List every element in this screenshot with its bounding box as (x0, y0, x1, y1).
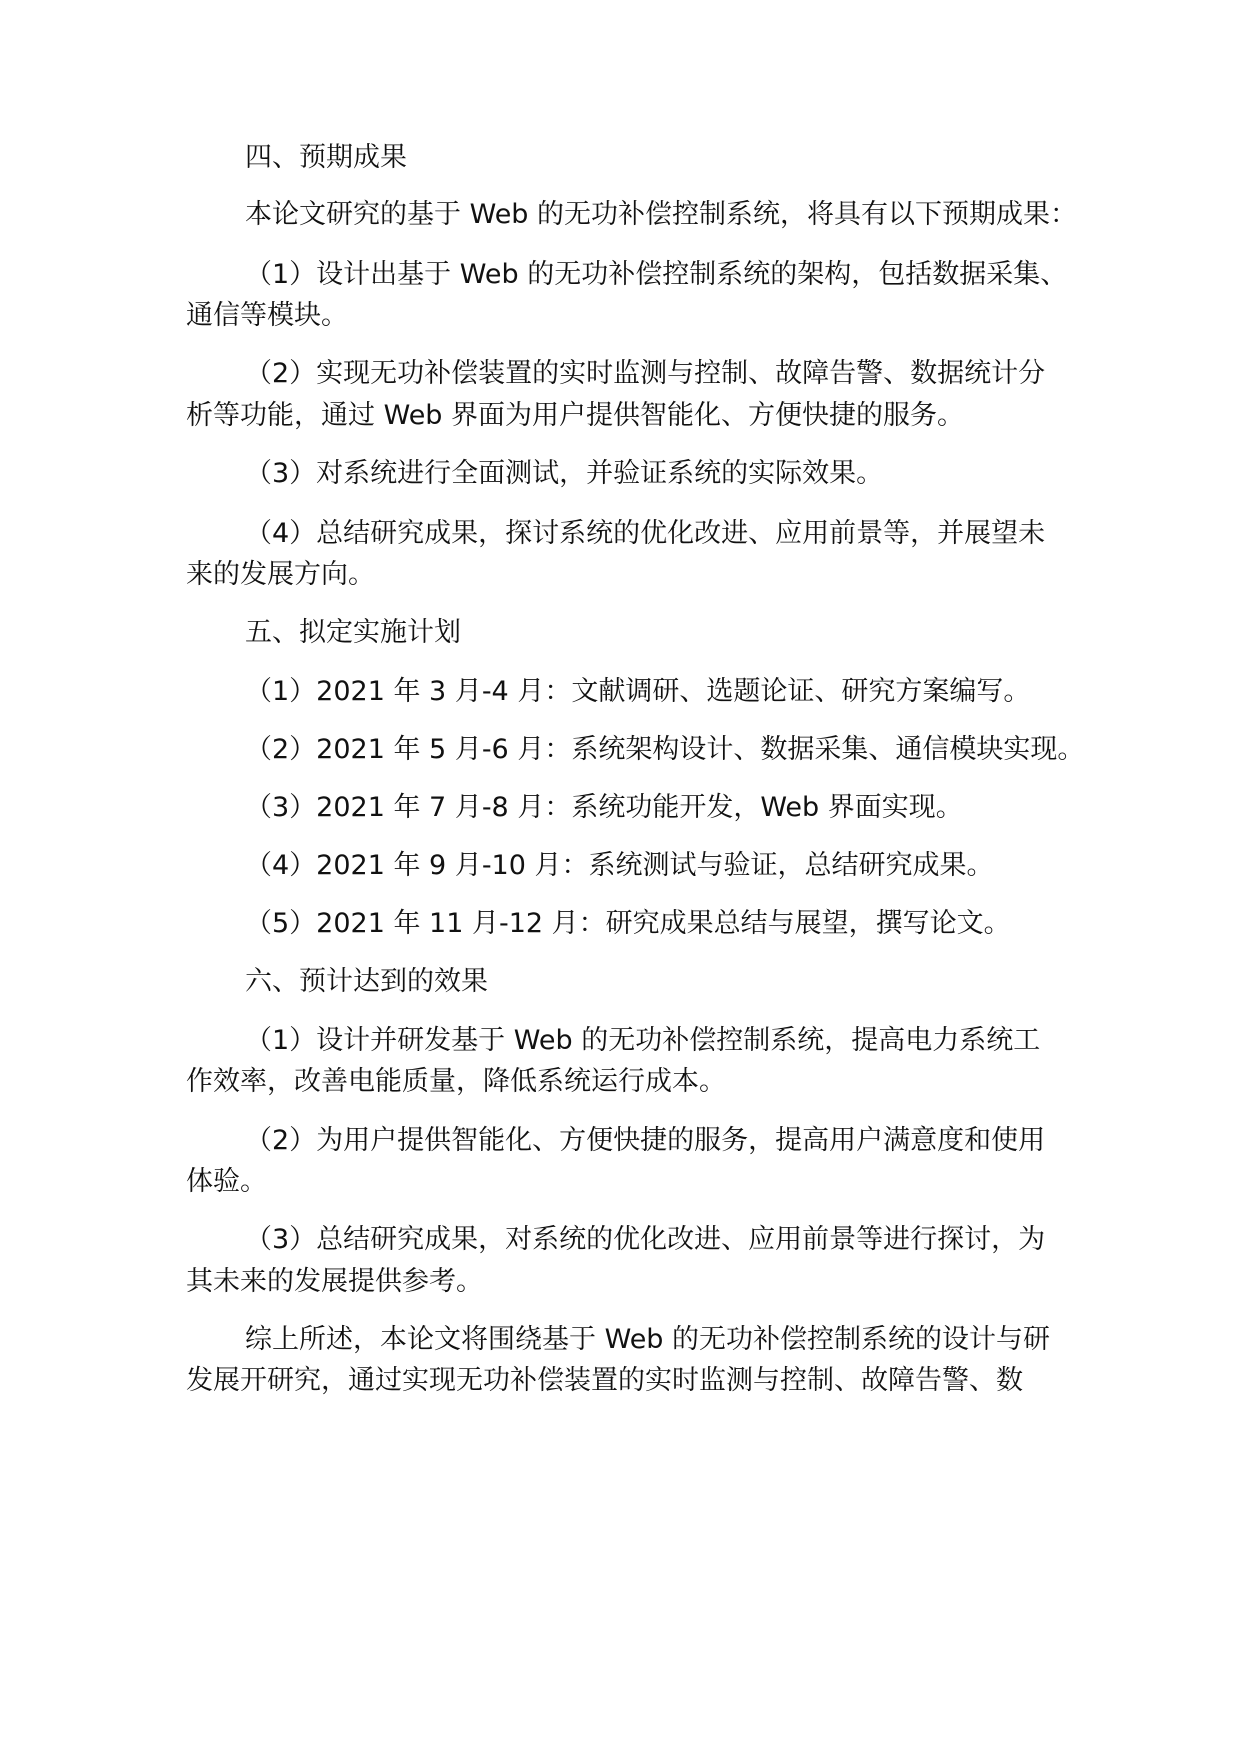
list-item-line: 体验。 (186, 1166, 267, 1197)
list-item-line: 来的发展方向。 (186, 559, 375, 590)
list-item-line: （1）设计并研发基于 Web 的无功补偿控制系统，提高电力系统工 (245, 1025, 1041, 1056)
section-heading-expected-results: 四、预期成果 (245, 142, 407, 173)
plan-item: （5）2021 年 11 月-12 月：研究成果总结与展望，撰写论文。 (245, 908, 1011, 939)
list-item-line: 作效率，改善电能质量，降低系统运行成本。 (186, 1066, 726, 1097)
summary-line: 综上所述，本论文将围绕基于 Web 的无功补偿控制系统的设计与研 (245, 1324, 1051, 1355)
list-item-line: （3）对系统进行全面测试，并验证系统的实际效果。 (245, 458, 884, 489)
list-item-line: （4）总结研究成果，探讨系统的优化改进、应用前景等，并展望未 (245, 518, 1046, 549)
plan-item: （3）2021 年 7 月-8 月：系统功能开发，Web 界面实现。 (245, 792, 963, 823)
section-heading-plan: 五、拟定实施计划 (245, 617, 461, 648)
summary-line: 发展开研究，通过实现无功补偿装置的实时监测与控制、故障告警、数 (186, 1365, 1023, 1396)
paragraph-intro: 本论文研究的基于 Web 的无功补偿控制系统，将具有以下预期成果： (245, 199, 1078, 230)
list-item-line: 通信等模块。 (186, 300, 348, 331)
plan-item: （4）2021 年 9 月-10 月：系统测试与验证，总结研究成果。 (245, 850, 994, 881)
list-item-line: （2）为用户提供智能化、方便快捷的服务，提高用户满意度和使用 (245, 1125, 1046, 1156)
list-item-line: 其未来的发展提供参考。 (186, 1266, 483, 1297)
section-heading-expected-effects: 六、预计达到的效果 (245, 966, 488, 997)
list-item-line: （3）总结研究成果，对系统的优化改进、应用前景等进行探讨，为 (245, 1224, 1046, 1255)
list-item-line: （1）设计出基于 Web 的无功补偿控制系统的架构，包括数据采集、 (245, 259, 1068, 290)
list-item-line: 析等功能，通过 Web 界面为用户提供智能化、方便快捷的服务。 (186, 400, 965, 431)
list-item-line: （2）实现无功补偿装置的实时监测与控制、故障告警、数据统计分 (245, 358, 1046, 389)
plan-item: （2）2021 年 5 月-6 月：系统架构设计、数据采集、通信模块实现。 (245, 734, 1085, 765)
plan-item: （1）2021 年 3 月-4 月：文献调研、选题论证、研究方案编写。 (245, 676, 1031, 707)
